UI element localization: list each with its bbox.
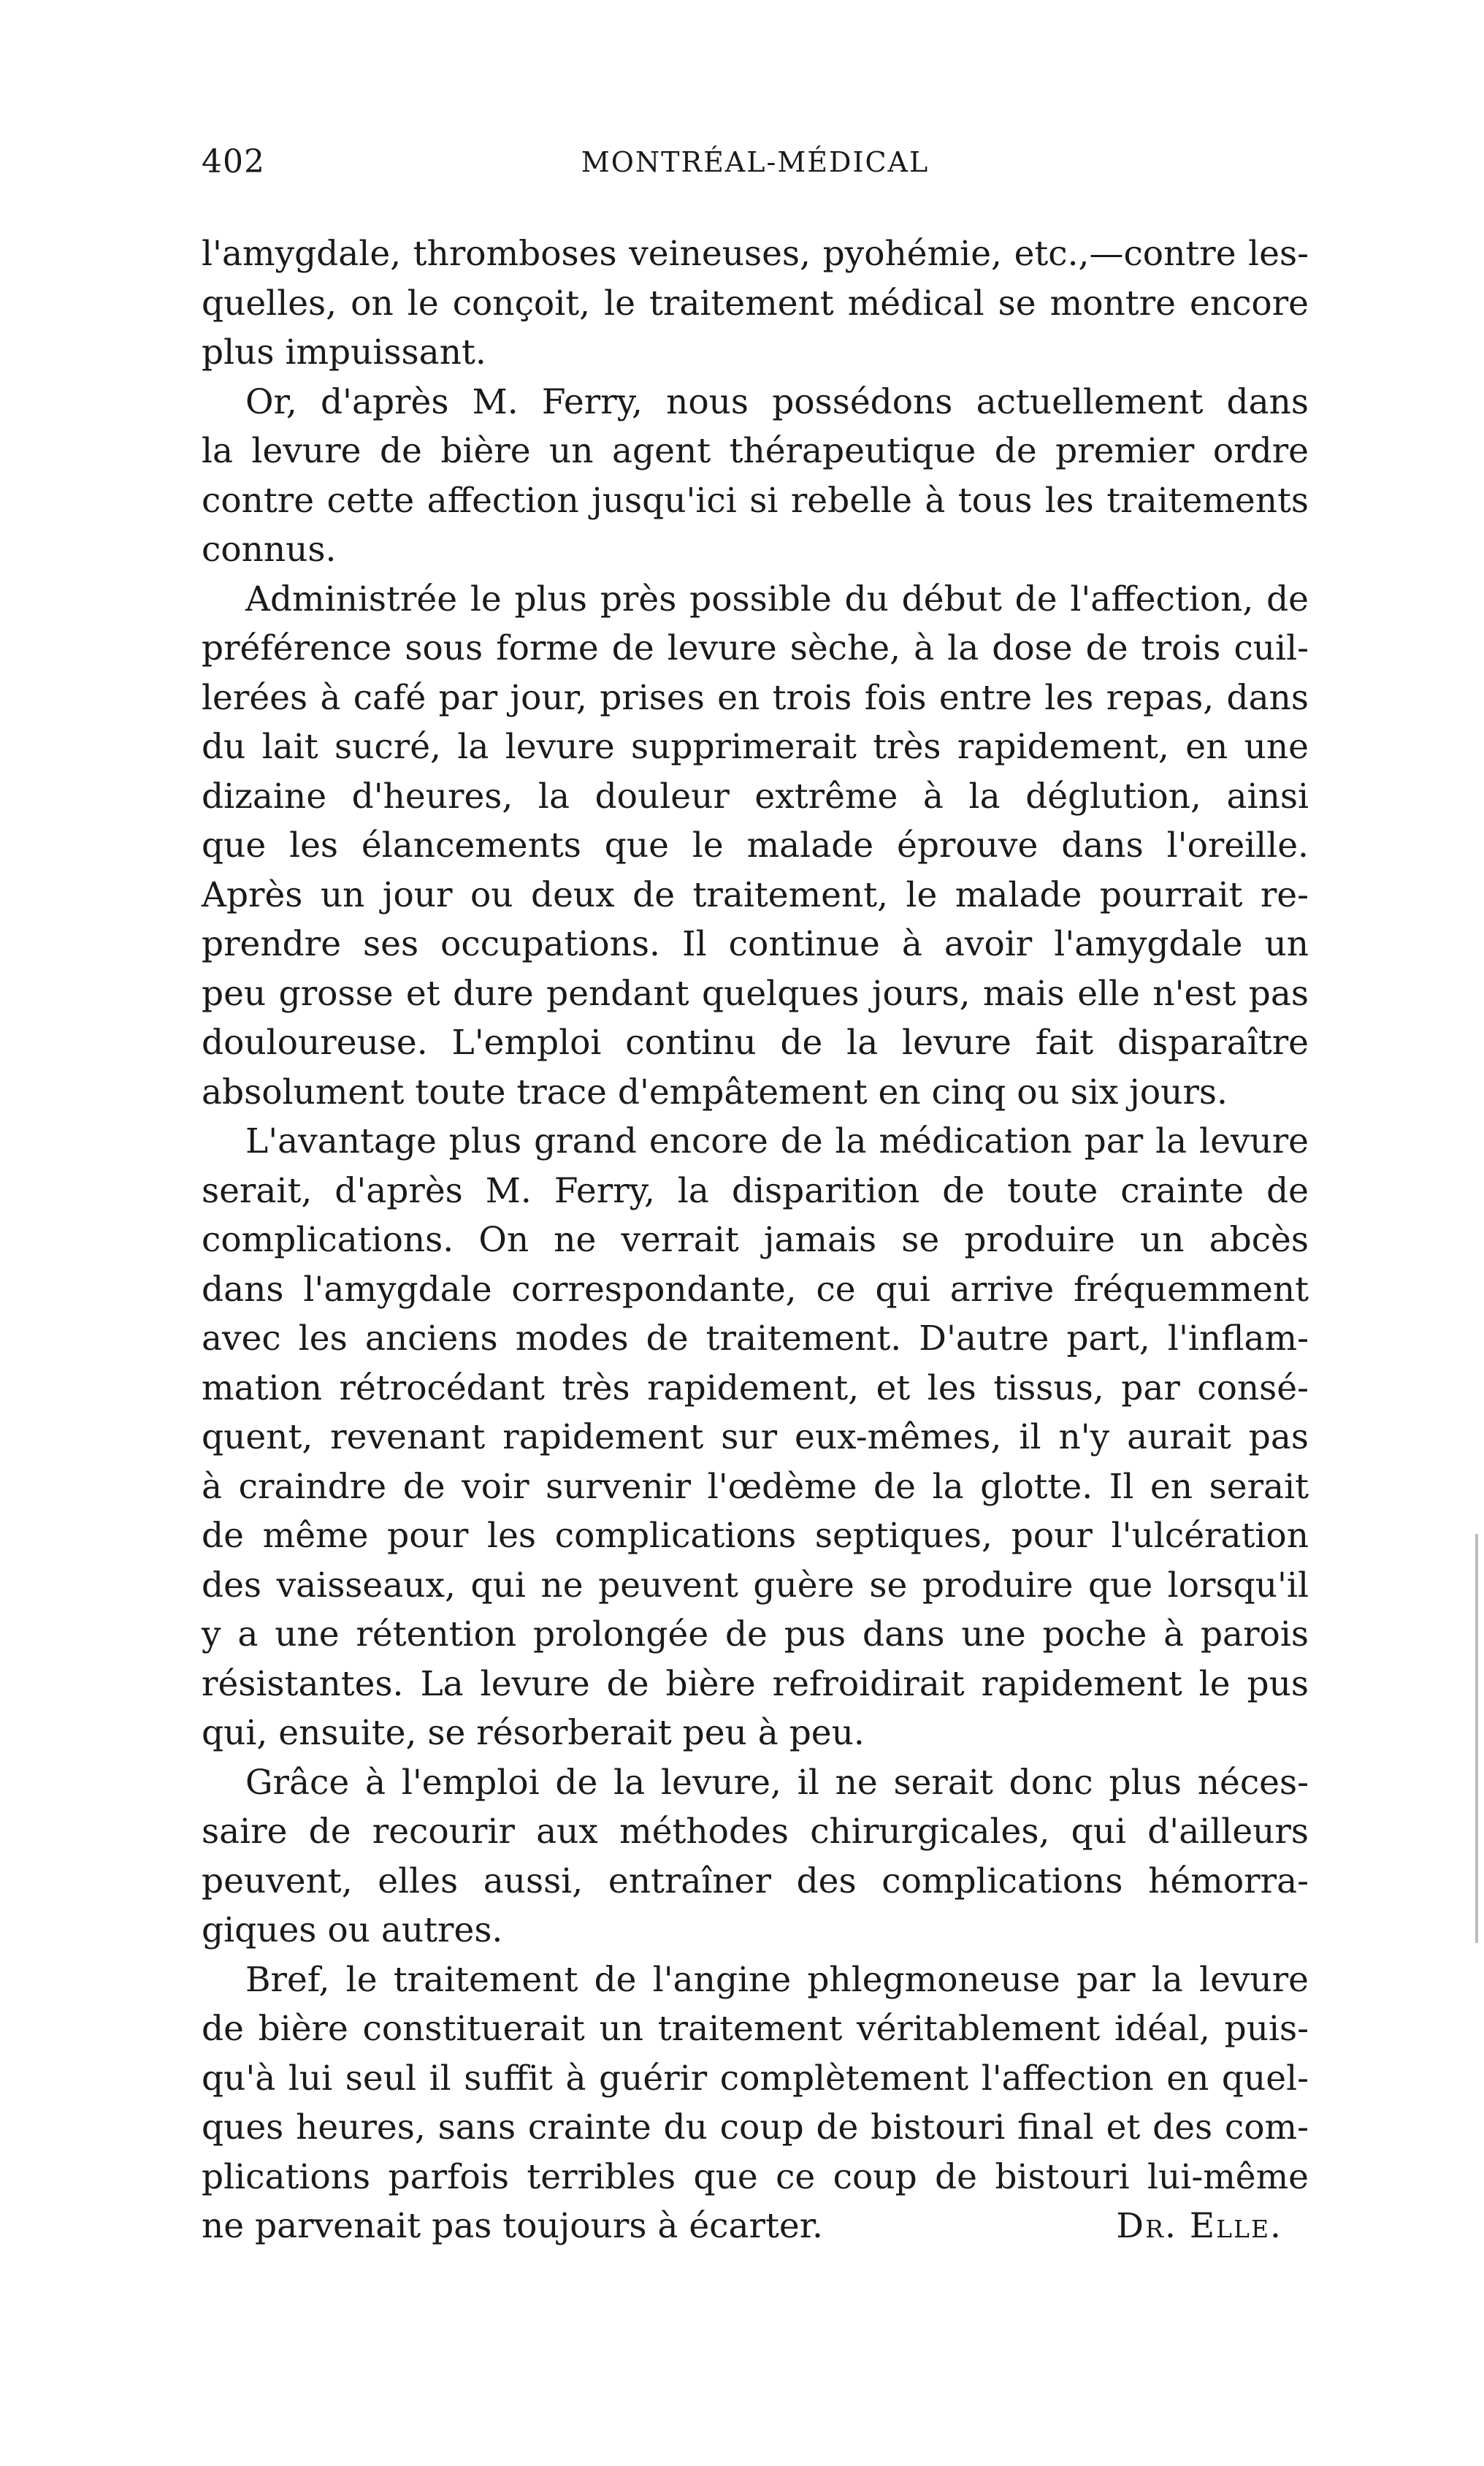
page-edge-shadow xyxy=(1475,1534,1478,1943)
text-line: de bière constituerait un traitement véritablement idéal, puis- xyxy=(202,2009,1309,2049)
text-line: préférence sous forme de levure sèche, à la dose de trois cuil- xyxy=(202,628,1309,668)
text-line: giques ou autres. xyxy=(202,1910,503,1950)
page-header xyxy=(202,143,1309,187)
text-line: peuvent, elles aussi, entraîner des complications hémorra- xyxy=(202,1860,1309,1901)
text-line: quent, revenant rapidement sur eux-mêmes, il n'y aurait pas xyxy=(202,1417,1309,1457)
text-line: de même pour les complications septiques, pour l'ulcération xyxy=(202,1516,1309,1556)
text-line: à craindre de voir survenir l'œdème de la glotte. Il en serait xyxy=(202,1466,1309,1507)
text-line: contre cette affection jusqu'ici si rebelle à tous les traitements xyxy=(202,480,1309,521)
text-line: peu grosse et dure pendant quelques jours, mais elle n'est pas xyxy=(202,973,1309,1014)
text-line: plus impuissant. xyxy=(202,332,486,373)
text-line: l'amygdale, thromboses veineuses, pyohémie, etc.,—contre les- xyxy=(202,234,1309,274)
text-line: dizaine d'heures, la douleur extrême à la déglution, ainsi xyxy=(202,776,1309,817)
text-line: la levure de bière un agent thérapeutique de premier ordre xyxy=(202,431,1309,471)
text-line: L'avantage plus grand encore de la médication par la levure xyxy=(245,1121,1309,1161)
closing-line xyxy=(202,2202,1309,2251)
author-signature: Dr. Elle. xyxy=(1116,2206,1282,2246)
text-line: quelles, on le conçoit, le traitement médical se montre encore xyxy=(202,283,1309,324)
text-line: Administrée le plus près possible du début de l'affection, de xyxy=(245,579,1309,619)
text-line: lerées à café par jour, prises en trois fois entre les repas, dans xyxy=(202,677,1309,718)
text-line: que les élancements que le malade éprouve dans l'oreille. xyxy=(202,825,1309,866)
text-line: saire de recourir aux méthodes chirurgicales, qui d'ailleurs xyxy=(202,1812,1309,1852)
text-line: avec les anciens modes de traitement. D'autre part, l'inflam- xyxy=(202,1318,1309,1359)
text-line: y a une rétention prolongée de pus dans une poche à parois xyxy=(202,1614,1309,1654)
text-line: ques heures, sans crainte du coup de bistouri final et des com- xyxy=(202,2107,1309,2148)
text-line: Bref, le traitement de l'angine phlegmoneuse par la levure xyxy=(245,1959,1309,2000)
text-line: complications. On ne verrait jamais se produire un abcès xyxy=(202,1220,1309,1260)
article-body xyxy=(202,229,1309,2251)
text-line: mation rétrocédant très rapidement, et les tissus, par consé- xyxy=(202,1367,1309,1408)
text-line: qui, ensuite, se résorberait peu à peu. xyxy=(202,1713,865,1753)
text-line: résistantes. La levure de bière refroidirait rapidement le pus xyxy=(202,1663,1309,1704)
text-line: connus. xyxy=(202,530,337,570)
text-line: qu'à lui seul il suffit à guérir complètement l'affection en quel- xyxy=(202,2058,1309,2099)
page-number: 402 xyxy=(202,143,265,180)
text-line: Grâce à l'emploi de la levure, il ne serait donc plus néces- xyxy=(245,1762,1309,1803)
text-line: des vaisseaux, qui ne peuvent guère se produire que lorsqu'il xyxy=(202,1565,1309,1606)
text-line: serait, d'après M. Ferry, la disparition de toute crainte de xyxy=(202,1170,1309,1211)
text-line: Or, d'après M. Ferry, nous possédons actuellement dans xyxy=(245,381,1309,422)
text-line: prendre ses occupations. Il continue à avoir l'amygdale un xyxy=(202,924,1309,964)
text-line: dans l'amygdale correspondante, ce qui arrive fréquemment xyxy=(202,1269,1309,1310)
closing-text: ne parvenait pas toujours à écarter. xyxy=(202,2206,823,2246)
text-line: absolument toute trace d'empâtement en cinq ou six jours. xyxy=(202,1072,1228,1112)
text-line: plications parfois terribles que ce coup de bistouri lui-même xyxy=(202,2156,1309,2197)
text-line: Après un jour ou deux de traitement, le malade pourrait re- xyxy=(202,874,1309,915)
text-line: douloureuse. L'emploi continu de la levure fait disparaître xyxy=(202,1023,1309,1063)
text-line: du lait sucré, la levure supprimerait très rapidement, en une xyxy=(202,727,1309,767)
running-title: MONTRÉAL-MÉDICAL xyxy=(581,146,930,178)
